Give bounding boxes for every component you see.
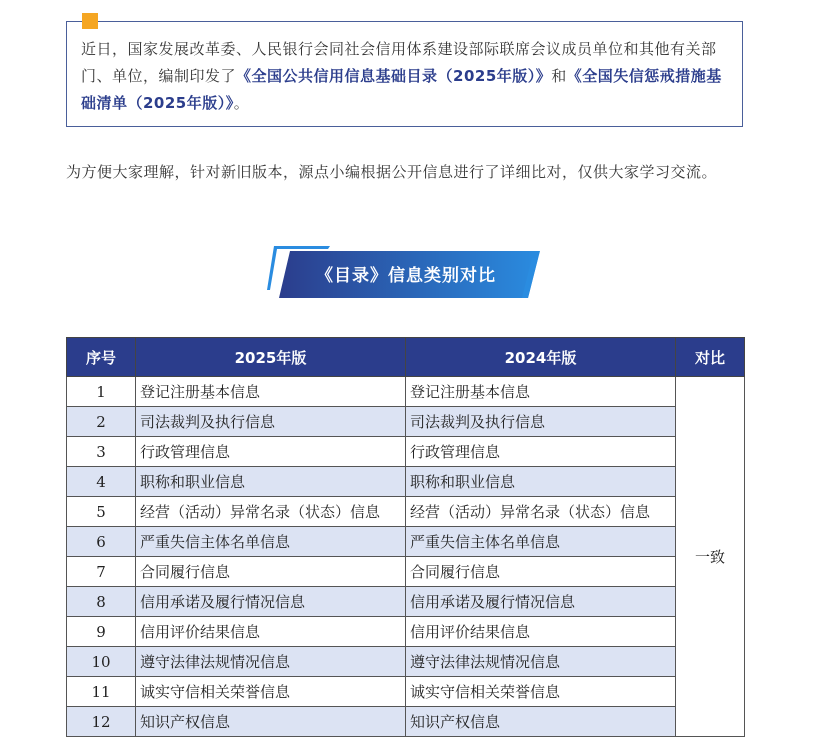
doc-title-catalog: 《全国公共信用信息基础目录（2025年版）》 xyxy=(236,67,552,85)
cell-2024: 严重失信主体名单信息 xyxy=(406,527,676,557)
cell-no: 6 xyxy=(67,527,136,557)
cell-no: 1 xyxy=(67,377,136,407)
cell-2024: 司法裁判及执行信息 xyxy=(406,407,676,437)
table-header-row xyxy=(67,338,745,377)
cell-2024: 经营（活动）异常名录（状态）信息 xyxy=(406,497,676,527)
cell-2024: 信用评价结果信息 xyxy=(406,617,676,647)
cell-no: 7 xyxy=(67,557,136,587)
intro-conj: 和 xyxy=(551,67,567,85)
cell-no: 11 xyxy=(67,677,136,707)
comparison-table xyxy=(66,337,745,737)
cell-2024: 职称和职业信息 xyxy=(406,467,676,497)
cell-2025: 合同履行信息 xyxy=(136,557,406,587)
header-compare: 对比 xyxy=(676,338,745,377)
table-row xyxy=(67,707,745,737)
cell-2025: 职称和职业信息 xyxy=(136,467,406,497)
cell-2025: 遵守法律法规情况信息 xyxy=(136,647,406,677)
cell-2025: 司法裁判及执行信息 xyxy=(136,407,406,437)
header-2024: 2024年版 xyxy=(406,338,676,377)
table-row xyxy=(67,497,745,527)
cell-2025: 信用评价结果信息 xyxy=(136,617,406,647)
intro-text xyxy=(81,36,729,117)
cell-2024: 诚实守信相关荣誉信息 xyxy=(406,677,676,707)
cell-2025: 登记注册基本信息 xyxy=(136,377,406,407)
table-row xyxy=(67,587,745,617)
cell-2025: 严重失信主体名单信息 xyxy=(136,527,406,557)
intro-paragraph: 为方便大家理解，针对新旧版本，源点小编根据公开信息进行了详细比对，仅供大家学习交流。 xyxy=(66,163,718,181)
intro-text-before: 近日，国家发展改革委、人民银行会同社会信用体系建设部际联席会议成员单位和其他有关部门、单位，编制印发了 xyxy=(81,40,717,85)
header-2025: 2025年版 xyxy=(136,338,406,377)
cell-compare-merged: 一致 xyxy=(676,377,745,737)
cell-2024: 合同履行信息 xyxy=(406,557,676,587)
section-title-banner xyxy=(266,244,546,300)
cell-no: 9 xyxy=(67,617,136,647)
cell-no: 10 xyxy=(67,647,136,677)
cell-2024: 知识产权信息 xyxy=(406,707,676,737)
cell-no: 5 xyxy=(67,497,136,527)
cell-2025: 行政管理信息 xyxy=(136,437,406,467)
cell-no: 8 xyxy=(67,587,136,617)
table-row xyxy=(67,677,745,707)
cell-2024: 遵守法律法规情况信息 xyxy=(406,647,676,677)
intro-end: 。 xyxy=(233,94,250,112)
section-title: 《目录》信息类别对比 xyxy=(316,266,496,286)
table-row xyxy=(67,377,745,407)
cell-2024: 行政管理信息 xyxy=(406,437,676,467)
table-row xyxy=(67,467,745,497)
cell-2025: 诚实守信相关荣誉信息 xyxy=(136,677,406,707)
table-row xyxy=(67,557,745,587)
cell-2025: 知识产权信息 xyxy=(136,707,406,737)
cell-no: 3 xyxy=(67,437,136,467)
table-row xyxy=(67,407,745,437)
cell-no: 2 xyxy=(67,407,136,437)
cell-2024: 信用承诺及履行情况信息 xyxy=(406,587,676,617)
table-row xyxy=(67,527,745,557)
cell-no: 12 xyxy=(67,707,136,737)
corner-marker-icon xyxy=(82,13,98,29)
header-no: 序号 xyxy=(67,338,136,377)
table-row xyxy=(67,437,745,467)
doc-title-list: 《全国失信惩戒措施基础清单（2025年版）》 xyxy=(81,67,722,112)
table-row xyxy=(67,647,745,677)
intro-box xyxy=(66,21,743,127)
cell-2024: 登记注册基本信息 xyxy=(406,377,676,407)
table-row xyxy=(67,617,745,647)
cell-no: 4 xyxy=(67,467,136,497)
cell-2025: 信用承诺及履行情况信息 xyxy=(136,587,406,617)
cell-2025: 经营（活动）异常名录（状态）信息 xyxy=(136,497,406,527)
